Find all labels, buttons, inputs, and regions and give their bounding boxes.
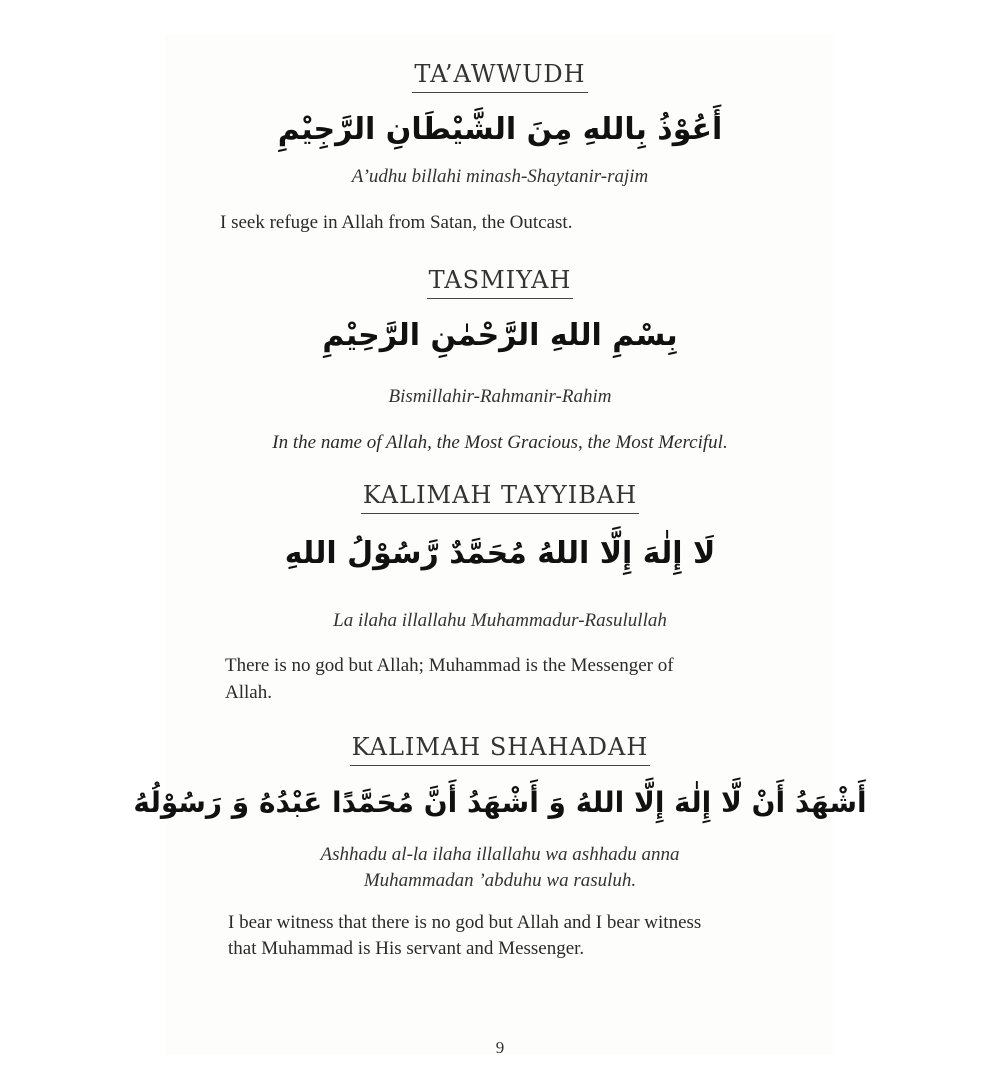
section-heading-kalimah-shahadah xyxy=(0,733,1000,766)
section-heading-tasmiyah xyxy=(0,266,1000,299)
transliteration-line-1-kalimah-shahadah: Ashhadu al-la ilaha illallahu wa ashhadu anna xyxy=(320,844,680,865)
transliteration-kalimah-tayyibah: La ilaha illallahu Muhammadur-Rasulullah xyxy=(333,610,667,631)
meaning-tasmiyah: In the name of Allah, the Most Gracious, the Most Merciful. xyxy=(272,432,728,453)
meaning-line-2-kalimah-tayyibah: Allah. xyxy=(225,682,272,703)
heading-text: TA’AWWUDH xyxy=(412,60,587,93)
section-heading-taawwudh xyxy=(0,60,1000,93)
arabic-text-kalimah-tayyibah: لَا إِلٰهَ إِلَّا اللهُ مُحَمَّدٌ رَّسُوْلُ اللهِ xyxy=(284,536,716,571)
transliteration-tasmiyah: Bismillahir-Rahmanir-Rahim xyxy=(388,386,612,407)
arabic-text-tasmiyah: بِسْمِ اللهِ الرَّحْمٰنِ الرَّحِيْمِ xyxy=(322,318,678,353)
meaning-line-2-kalimah-shahadah: that Muhammad is His servant and Messenger. xyxy=(228,938,585,959)
section-heading-kalimah-tayyibah xyxy=(0,481,1000,514)
arabic-text-taawwudh: أَعُوْذُ بِاللهِ مِنَ الشَّيْطَانِ الرَّجِيْمِ xyxy=(277,112,723,147)
heading-text: KALIMAH TAYYIBAH xyxy=(361,481,639,514)
arabic-text-kalimah-shahadah: أَشْهَدُ أَنْ لَّا إِلٰهَ إِلَّا اللهُ وَ أَشْهَدُ أَنَّ مُحَمَّدًا عَبْدُهُ وَ رَسُوْلُهُ xyxy=(133,786,867,819)
meaning-line-1-kalimah-shahadah: I bear witness that there is no god but Allah and I bear witness xyxy=(228,912,702,933)
heading-text: TASMIYAH xyxy=(427,266,574,299)
page-number: 9 xyxy=(495,1038,505,1057)
transliteration-taawwudh: A’udhu billahi minash-Shaytanir-rajim xyxy=(351,166,649,187)
heading-text: KALIMAH SHAHADAH xyxy=(350,733,651,766)
meaning-taawwudh: I seek refuge in Allah from Satan, the Outcast. xyxy=(220,212,573,233)
meaning-line-1-kalimah-tayyibah: There is no god but Allah; Muhammad is the Messenger of xyxy=(225,655,674,676)
transliteration-line-2-kalimah-shahadah: Muhammadan ’abduhu wa rasuluh. xyxy=(363,870,637,891)
